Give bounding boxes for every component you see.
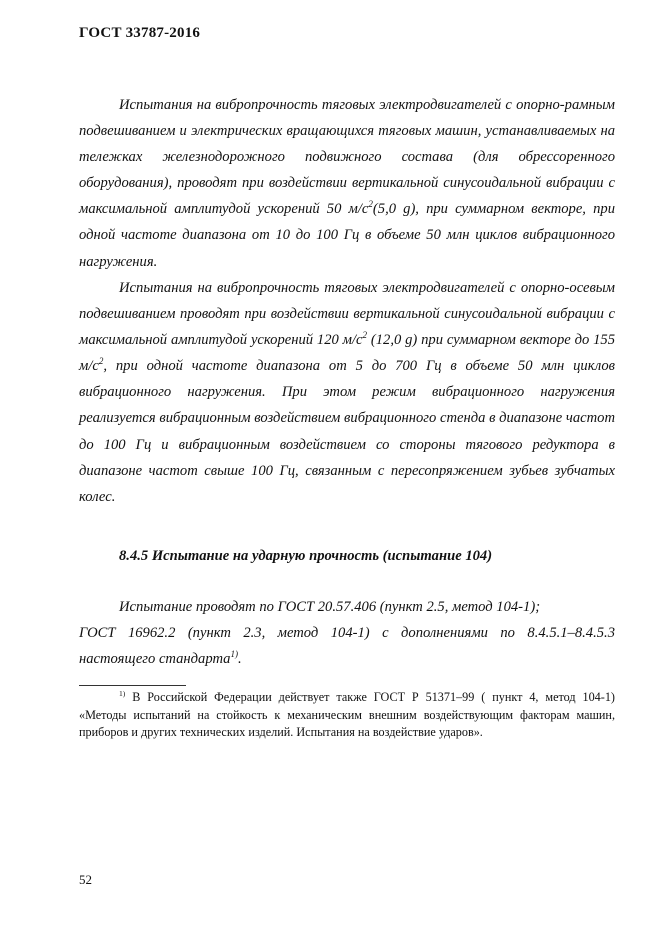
footnote: [79, 689, 615, 742]
superscript: 2: [362, 330, 368, 341]
page-number: 52: [79, 872, 92, 887]
paragraph-text: ГОСТ 16962.2 (пункт 2.3, метод 104-1) с дополнениями по 8.4.5.1–8.4.5.3 настоящего стандарта: [79, 625, 615, 668]
paragraph-text: Испытания на вибропрочность тяговых электродвигателей с опорно-осевым подвешиванием проводят при воздействии вертикальной синусоидальной вибрации с максимальной амплитудой ускорений 120 м/с: [79, 280, 615, 349]
section-heading: 8.4.5 Испытание на ударную прочность (испытание 104): [119, 548, 493, 564]
paragraph-text: Испытания на вибропрочность тяговых электродвигателей с опорно-рамным подвешиванием и электрических вращающихся тяговых машин, устанавливаемых на тележках железнодорожного подвижного состава (для обрессоренного оборудования), проводят при воздействии вертикальной синусоидальной вибрации с максимальной амплитудой ускорений 50 м/с: [79, 97, 615, 218]
footnote-text: В Российской Федерации действует также ГОСТ Р 51371–99 ( пункт 4, метод 104-1) «Методы испытаний на стойкость к механическим внешним воздействующим факторам машин, приборов и других технических изделий. Испытания на воздействие ударов».: [79, 690, 615, 739]
superscript: 2: [98, 356, 104, 367]
paragraph-text: (5,0 g), при суммарном векторе, при одной частоте диапазона от 10 до 100 Гц в объеме 50 млн циклов вибрационного нагружения.: [79, 201, 615, 270]
paragraph-text: , при одной частоте диапазона от 5 до 700 Гц в объеме 50 млн циклов вибрационного нагружения. При этом режим вибрационного нагружения реализуется вибрационным воздействием вибрационного стенда в диапазоне частот до 100 Гц и вибрационным воздействием со стороны тягового редуктора в диапазоне частот свыше 100 Гц, связанным с пересопряжением зубьев зубчатых колес.: [79, 358, 615, 505]
footnote-marker: 1): [119, 688, 126, 698]
document-header: ГОСТ 33787-2016: [79, 25, 201, 41]
footnote-reference[interactable]: 1): [230, 649, 239, 660]
paragraph-vibration-axle-suspension: [79, 275, 615, 510]
paragraph-text: .: [238, 651, 242, 668]
paragraph-first-line: Испытание проводят по ГОСТ 20.57.406 (пункт 2.5, метод 104-1);: [119, 599, 541, 615]
paragraph-impact-test: [79, 594, 615, 672]
paragraph-text: (12,0 g) при суммарном векторе до 155 м/с: [79, 332, 616, 375]
paragraph-vibration-frame-suspension: [79, 92, 615, 275]
footnote-divider: [79, 685, 186, 686]
superscript: 2: [368, 199, 373, 210]
